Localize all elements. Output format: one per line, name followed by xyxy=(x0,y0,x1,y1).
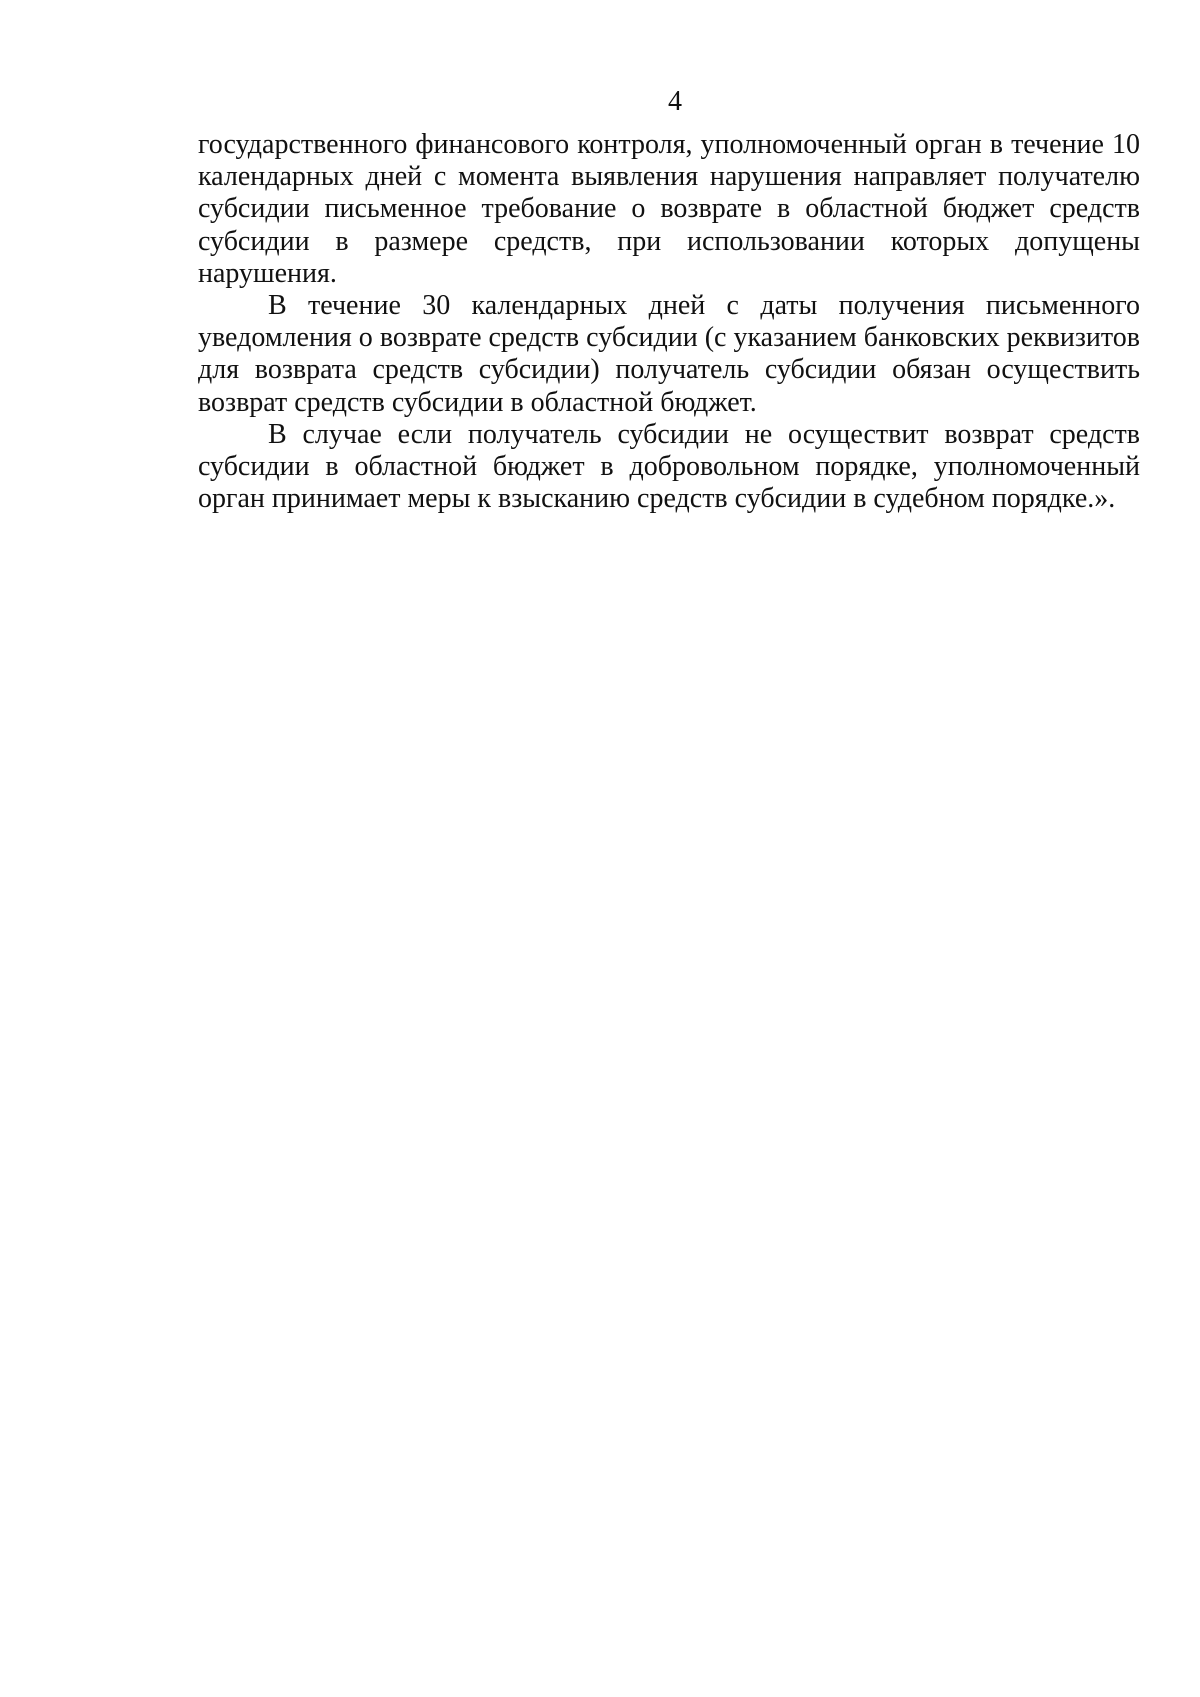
paragraph-continuation: государственного финансового контроля, уполномоченный орган в течение 10 календарных дней с момента выявления нарушения направляет получателю субсидии письменное требование о возврате в областной бюджет средств субсидии в размере средств, при использовании которых допущены нарушения. xyxy=(198,129,1140,289)
paragraph-return-deadline: В течение 30 календарных дней с даты получения письменного уведомления о возврате средств субсидии (с указанием банковских реквизитов для возврата средств субсидии) получатель субсидии обязан осуществить возврат средств субсидии в областной бюджет. xyxy=(198,290,1140,418)
page-number: 4 xyxy=(668,86,682,117)
body-text xyxy=(198,129,1140,515)
paragraph-judicial-recovery: В случае если получатель субсидии не осуществит возврат средств субсидии в областной бюджет в добровольном порядке, уполномоченный орган принимает меры к взысканию средств субсидии в судебном порядке.». xyxy=(198,418,1140,515)
